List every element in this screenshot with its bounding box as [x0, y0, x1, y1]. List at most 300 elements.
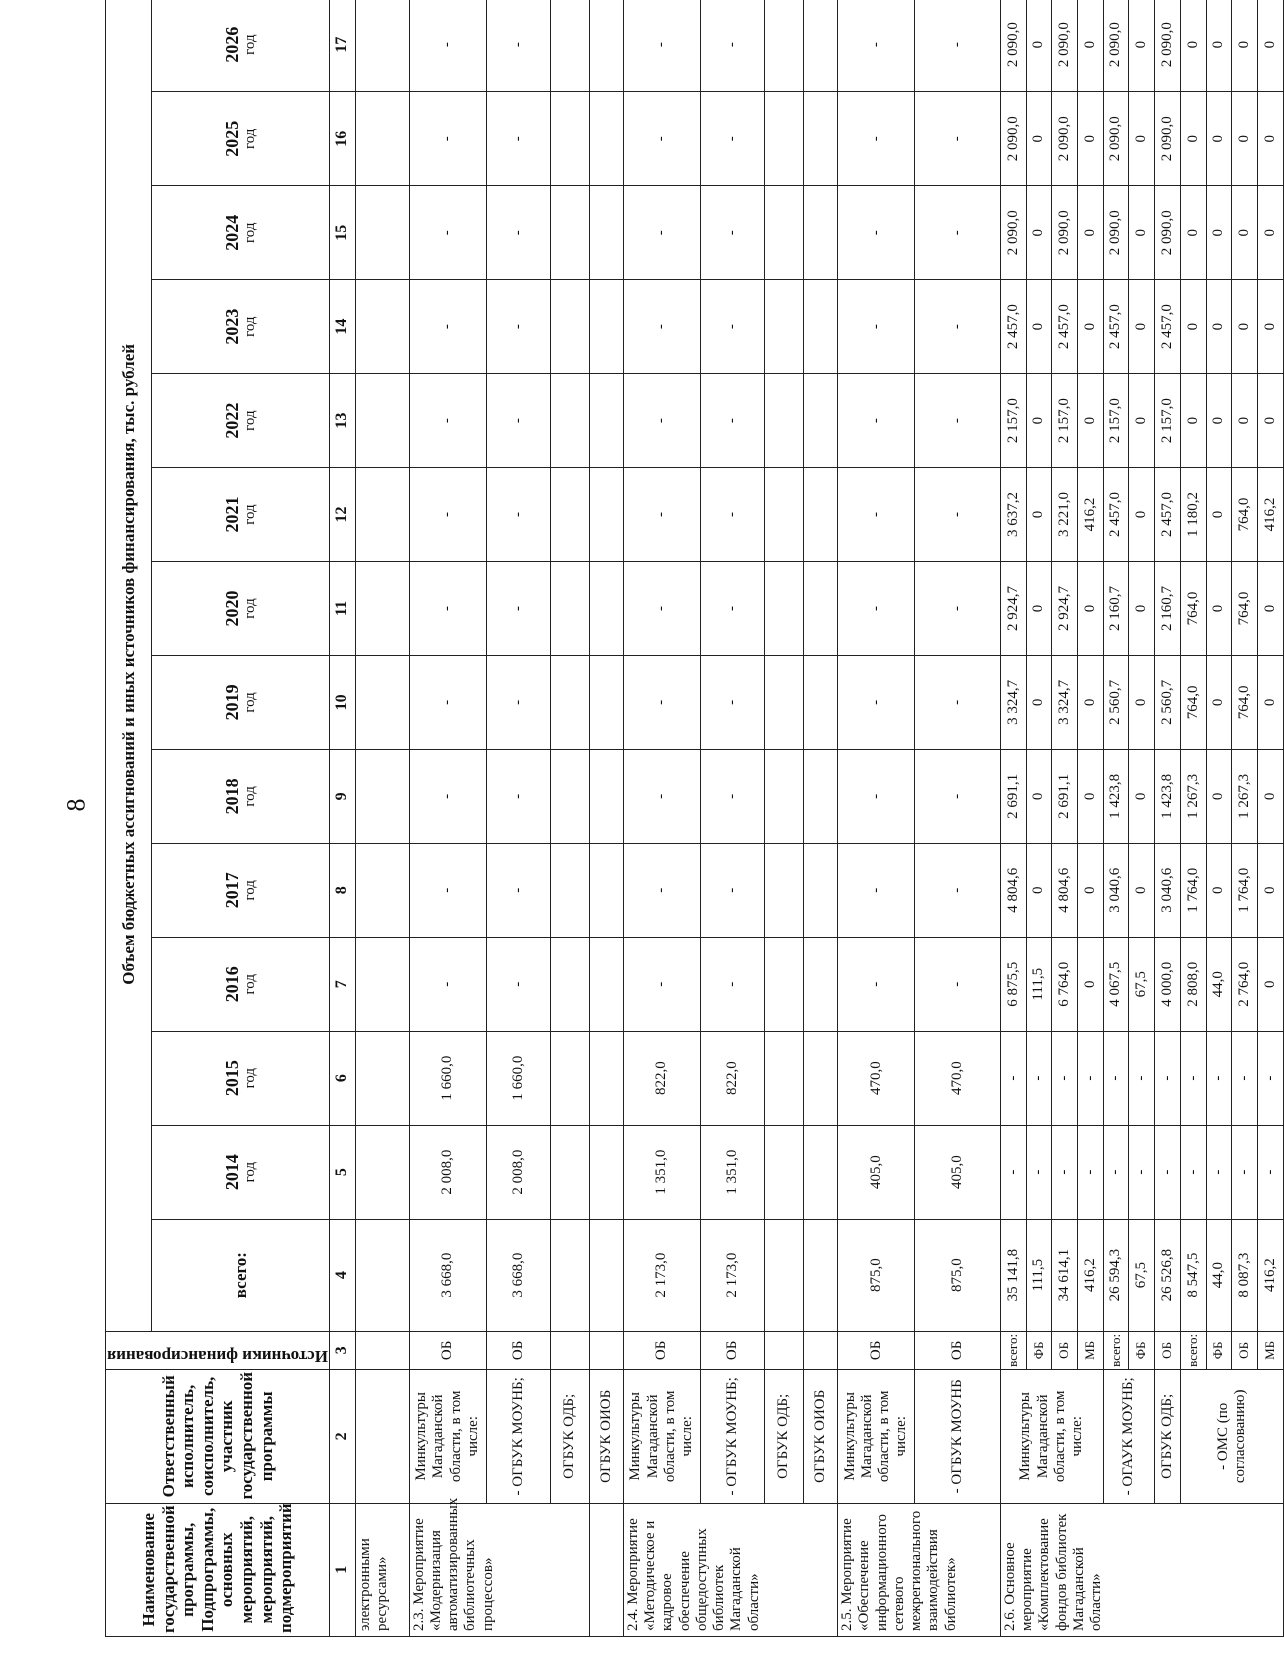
empty-cell: [355, 1331, 409, 1369]
value-cell: 0: [1078, 655, 1104, 749]
empty-cell: [803, 937, 837, 1031]
value-cell: 416,2: [1078, 468, 1104, 562]
value-cell: -: [838, 280, 915, 374]
value-cell: -: [486, 468, 550, 562]
column-number: 2: [329, 1370, 355, 1503]
value-cell: 764,0: [1232, 562, 1258, 656]
executor-cell: Минкультуры Магаданской области, в том числе:: [409, 1370, 486, 1503]
year-unit: год: [242, 128, 259, 150]
value-cell: -: [409, 374, 486, 468]
value-cell: -: [486, 749, 550, 843]
value-cell: 2 090,0: [1103, 92, 1129, 186]
value-cell: 2 457,0: [1155, 280, 1181, 374]
year-unit: год: [242, 222, 259, 243]
value-cell: 0: [1129, 92, 1155, 186]
empty-cell: [765, 1031, 804, 1125]
value-cell: -: [1000, 1125, 1026, 1219]
empty-cell: [589, 280, 623, 374]
value-cell: 2 764,0: [1232, 937, 1258, 1031]
table-row: [915, 0, 1001, 1637]
column-number: 11: [329, 562, 355, 656]
source-cell: ОБ: [915, 1331, 1001, 1369]
empty-cell: [589, 468, 623, 562]
empty-cell: [589, 374, 623, 468]
value-cell: 0: [1078, 937, 1104, 1031]
column-number: 17: [329, 0, 355, 92]
value-cell: 416,2: [1078, 1219, 1104, 1331]
empty-cell: [589, 562, 623, 656]
column-number: 15: [329, 186, 355, 280]
value-cell: 0: [1257, 280, 1283, 374]
column-number: 3: [329, 1331, 355, 1369]
value-cell: -: [623, 562, 700, 656]
year-unit: год: [242, 974, 259, 995]
source-cell: ОБ: [623, 1331, 700, 1369]
table-row: [1000, 0, 1026, 1637]
source-cell: ОБ: [700, 1331, 764, 1369]
value-cell: -: [486, 0, 550, 92]
empty-cell: [550, 749, 589, 843]
empty-cell: [589, 749, 623, 843]
executor-cell: - ОГБУК МОУНБ;: [486, 1370, 550, 1503]
value-cell: 2 160,7: [1103, 562, 1129, 656]
year-unit: год: [242, 1067, 259, 1089]
empty-cell: [589, 937, 623, 1031]
value-cell: -: [409, 92, 486, 186]
empty-cell: [355, 0, 409, 92]
empty-cell: [355, 937, 409, 1031]
value-cell: -: [1078, 1125, 1104, 1219]
value-cell: 2 560,7: [1155, 655, 1181, 749]
empty-cell: [765, 374, 804, 468]
source-cell: ФБ: [1129, 1331, 1155, 1369]
year-header: [152, 468, 330, 562]
value-cell: -: [700, 749, 764, 843]
value-cell: -: [1129, 1031, 1155, 1125]
empty-cell: [803, 0, 837, 92]
empty-cell: [765, 92, 804, 186]
executor-cell: ОГБУК ОДБ;: [1155, 1370, 1181, 1503]
value-cell: 0: [1257, 843, 1283, 937]
empty-cell: [765, 749, 804, 843]
source-cell: ОБ: [1155, 1331, 1181, 1369]
value-cell: -: [623, 937, 700, 1031]
source-cell: ФБ: [1026, 1331, 1052, 1369]
value-cell: -: [1129, 1125, 1155, 1219]
value-cell: -: [1052, 1125, 1078, 1219]
value-cell: 416,2: [1257, 468, 1283, 562]
value-cell: 0: [1180, 280, 1206, 374]
value-cell: -: [1257, 1031, 1283, 1125]
year-header: [152, 374, 330, 468]
table-row: [803, 0, 837, 1637]
page-number: 8: [61, 798, 91, 812]
source-cell: ФБ: [1206, 1331, 1232, 1369]
value-cell: 67,5: [1129, 1219, 1155, 1331]
value-cell: 0: [1129, 280, 1155, 374]
value-cell: -: [915, 843, 1001, 937]
value-cell: 875,0: [915, 1219, 1001, 1331]
value-cell: -: [915, 655, 1001, 749]
source-cell: ОБ: [1052, 1331, 1078, 1369]
empty-cell: [589, 843, 623, 937]
empty-cell: [803, 1219, 837, 1331]
year-value: 2020: [221, 590, 242, 627]
year-value: 2018: [221, 778, 242, 815]
value-cell: 2 457,0: [1103, 280, 1129, 374]
source-cell: ОБ: [409, 1331, 486, 1369]
value-cell: 2 691,1: [1052, 749, 1078, 843]
year-unit: год: [242, 598, 259, 619]
empty-cell: [589, 0, 623, 92]
value-cell: -: [700, 0, 764, 92]
value-cell: -: [700, 843, 764, 937]
value-cell: 2 457,0: [1052, 280, 1078, 374]
value-cell: -: [1232, 1125, 1258, 1219]
column-number: 9: [329, 749, 355, 843]
value-cell: 1 351,0: [700, 1125, 764, 1219]
value-cell: -: [1180, 1031, 1206, 1125]
value-cell: -: [838, 562, 915, 656]
value-cell: -: [838, 92, 915, 186]
value-cell: 67,5: [1129, 937, 1155, 1031]
value-cell: 2 808,0: [1180, 937, 1206, 1031]
value-cell: -: [623, 843, 700, 937]
value-cell: 405,0: [915, 1125, 1001, 1219]
value-cell: 1 267,3: [1232, 749, 1258, 843]
rotated-page: [105, 0, 1278, 1637]
value-cell: -: [700, 937, 764, 1031]
year-header: [152, 1031, 330, 1125]
value-cell: -: [623, 186, 700, 280]
value-cell: -: [409, 0, 486, 92]
value-cell: 2 457,0: [1155, 468, 1181, 562]
value-cell: 0: [1232, 280, 1258, 374]
column-number: 7: [329, 937, 355, 1031]
table-row: [700, 0, 764, 1637]
year-value: 2019: [221, 684, 242, 721]
empty-cell: [803, 280, 837, 374]
value-cell: 3 324,7: [1000, 655, 1026, 749]
value-cell: -: [1078, 1031, 1104, 1125]
value-cell: 34 614,1: [1052, 1219, 1078, 1331]
program-name-cell: 2.3. Мероприятие «Модернизация автоматизированных библиотечных процессов»: [409, 1503, 589, 1636]
value-cell: 0: [1180, 92, 1206, 186]
empty-cell: [550, 92, 589, 186]
year-unit: год: [242, 410, 259, 431]
source-cell: всего:: [1103, 1331, 1129, 1369]
value-cell: -: [486, 937, 550, 1031]
value-cell: 764,0: [1232, 468, 1258, 562]
value-cell: 3 221,0: [1052, 468, 1078, 562]
year-unit: год: [242, 504, 259, 525]
table-row: [765, 0, 804, 1637]
value-cell: 0: [1129, 0, 1155, 92]
column-number: 5: [329, 1125, 355, 1219]
value-cell: 0: [1026, 92, 1052, 186]
value-cell: 8 547,5: [1180, 1219, 1206, 1331]
source-cell: МБ: [1257, 1331, 1283, 1369]
value-cell: -: [623, 280, 700, 374]
empty-cell: [589, 1219, 623, 1331]
year-value: 2026: [221, 26, 242, 63]
value-cell: 822,0: [700, 1031, 764, 1125]
value-cell: -: [623, 468, 700, 562]
value-cell: 764,0: [1232, 655, 1258, 749]
value-cell: 1 764,0: [1180, 843, 1206, 937]
table-row: [1103, 0, 1129, 1637]
empty-cell: [803, 1331, 837, 1369]
value-cell: -: [409, 749, 486, 843]
value-cell: -: [409, 843, 486, 937]
value-cell: 0: [1180, 0, 1206, 92]
empty-cell: [550, 1331, 589, 1369]
year-unit: год: [242, 1161, 259, 1183]
year-header: [152, 280, 330, 374]
column-number: 8: [329, 843, 355, 937]
executor-cell: ОГБУК ОИОБ: [803, 1370, 837, 1503]
value-cell: -: [623, 749, 700, 843]
value-cell: 0: [1078, 562, 1104, 656]
table-row: [623, 0, 700, 1637]
empty-cell: [550, 1125, 589, 1219]
empty-cell: [765, 655, 804, 749]
value-cell: -: [1103, 1031, 1129, 1125]
year-unit: год: [242, 786, 259, 807]
value-cell: -: [409, 186, 486, 280]
value-cell: -: [623, 655, 700, 749]
empty-cell: [355, 92, 409, 186]
empty-cell: [765, 0, 804, 92]
table-row: [1155, 0, 1181, 1637]
empty-cell: [803, 843, 837, 937]
value-cell: 2 090,0: [1155, 92, 1181, 186]
empty-cell: [589, 186, 623, 280]
value-cell: 0: [1257, 655, 1283, 749]
empty-cell: [355, 1219, 409, 1331]
value-cell: 2 157,0: [1103, 374, 1129, 468]
value-cell: 0: [1129, 749, 1155, 843]
source-cell: ОБ: [1232, 1331, 1258, 1369]
value-cell: 6 875,5: [1000, 937, 1026, 1031]
source-header-text: Источники финансирования: [107, 1347, 328, 1367]
empty-cell: [765, 468, 804, 562]
empty-cell: [589, 655, 623, 749]
value-cell: 8 087,3: [1232, 1219, 1258, 1331]
value-cell: -: [486, 374, 550, 468]
value-cell: -: [838, 749, 915, 843]
value-cell: 2 090,0: [1052, 92, 1078, 186]
value-cell: 4 000,0: [1155, 937, 1181, 1031]
empty-cell: [550, 562, 589, 656]
value-cell: 875,0: [838, 1219, 915, 1331]
empty-cell: [550, 1031, 589, 1125]
value-cell: 1 660,0: [486, 1031, 550, 1125]
value-cell: 2 691,1: [1000, 749, 1026, 843]
table-row: [486, 0, 550, 1637]
value-cell: 44,0: [1206, 1219, 1232, 1331]
value-cell: 764,0: [1180, 562, 1206, 656]
value-cell: 3 668,0: [409, 1219, 486, 1331]
value-cell: -: [700, 374, 764, 468]
value-cell: 2 157,0: [1155, 374, 1181, 468]
value-cell: 3 637,2: [1000, 468, 1026, 562]
empty-cell: [355, 468, 409, 562]
empty-cell: [550, 937, 589, 1031]
year-value: 2017: [221, 872, 242, 909]
empty-cell: [589, 92, 623, 186]
column-number: 6: [329, 1031, 355, 1125]
executor-cell: Минкультуры Магаданской области, в том числе:: [1000, 1370, 1103, 1503]
value-cell: -: [700, 655, 764, 749]
executor-cell: ОГБУК ОДБ;: [765, 1370, 804, 1503]
value-cell: 0: [1206, 843, 1232, 937]
empty-cell: [803, 92, 837, 186]
empty-cell: [550, 186, 589, 280]
value-cell: -: [700, 186, 764, 280]
year-unit: год: [242, 880, 259, 901]
executor-cell: Минкультуры Магаданской области, в том числе:: [623, 1370, 700, 1503]
source-cell: всего:: [1000, 1331, 1026, 1369]
value-cell: 2 160,7: [1155, 562, 1181, 656]
empty-cell: [355, 655, 409, 749]
value-cell: 3 040,6: [1103, 843, 1129, 937]
year-header: [152, 937, 330, 1031]
source-cell: МБ: [1078, 1331, 1104, 1369]
value-cell: -: [486, 186, 550, 280]
value-cell: 822,0: [623, 1031, 700, 1125]
value-cell: 26 526,8: [1155, 1219, 1181, 1331]
value-cell: -: [1155, 1031, 1181, 1125]
empty-cell: [355, 374, 409, 468]
year-header: [152, 655, 330, 749]
value-cell: 111,5: [1026, 937, 1052, 1031]
value-cell: -: [700, 468, 764, 562]
value-cell: 2 173,0: [700, 1219, 764, 1331]
value-cell: 0: [1206, 749, 1232, 843]
value-cell: -: [915, 374, 1001, 468]
value-cell: -: [409, 562, 486, 656]
table-row: [409, 0, 486, 1637]
empty-cell: [355, 843, 409, 937]
empty-cell: [803, 562, 837, 656]
value-cell: 0: [1232, 186, 1258, 280]
year-header: [152, 1125, 330, 1219]
empty-cell: [355, 562, 409, 656]
value-cell: 4 804,6: [1000, 843, 1026, 937]
value-cell: 0: [1257, 937, 1283, 1031]
value-cell: 0: [1026, 468, 1052, 562]
value-cell: -: [1000, 1031, 1026, 1125]
value-cell: 0: [1257, 0, 1283, 92]
value-cell: 2 457,0: [1000, 280, 1026, 374]
value-cell: 0: [1026, 0, 1052, 92]
year-header: [152, 562, 330, 656]
value-cell: 2 008,0: [486, 1125, 550, 1219]
value-cell: -: [623, 92, 700, 186]
value-cell: -: [409, 937, 486, 1031]
empty-cell: [550, 468, 589, 562]
value-cell: 2 090,0: [1052, 186, 1078, 280]
value-cell: 2 173,0: [623, 1219, 700, 1331]
empty-cell: [355, 186, 409, 280]
program-name-cell: [589, 1503, 623, 1636]
value-cell: 2 090,0: [1103, 0, 1129, 92]
value-cell: 2 090,0: [1103, 186, 1129, 280]
value-cell: -: [486, 843, 550, 937]
executor-cell: - ОГБУК МОУНБ;: [700, 1370, 764, 1503]
value-cell: 2 560,7: [1103, 655, 1129, 749]
executor-cell: [355, 1370, 409, 1503]
value-cell: 764,0: [1180, 655, 1206, 749]
value-cell: -: [838, 374, 915, 468]
value-cell: 416,2: [1257, 1219, 1283, 1331]
value-cell: 0: [1257, 374, 1283, 468]
value-cell: -: [838, 468, 915, 562]
value-cell: -: [915, 280, 1001, 374]
value-cell: 1 660,0: [409, 1031, 486, 1125]
value-cell: -: [486, 92, 550, 186]
program-name-cell: 2.5. Мероприятие «Обеспечение информационного сетевого межрегионального взаимодействия библиотек»: [838, 1503, 1001, 1636]
year-value: 2015: [221, 1060, 242, 1097]
value-cell: -: [838, 843, 915, 937]
value-cell: 0: [1026, 186, 1052, 280]
value-cell: -: [838, 186, 915, 280]
table-row: [589, 0, 623, 1637]
value-cell: 0: [1026, 562, 1052, 656]
value-cell: 470,0: [838, 1031, 915, 1125]
value-cell: 2 924,7: [1052, 562, 1078, 656]
value-cell: 1 423,8: [1155, 749, 1181, 843]
value-cell: -: [915, 0, 1001, 92]
value-cell: -: [1026, 1125, 1052, 1219]
value-cell: 4 804,6: [1052, 843, 1078, 937]
value-cell: 0: [1129, 468, 1155, 562]
value-cell: 0: [1206, 655, 1232, 749]
empty-cell: [355, 1031, 409, 1125]
value-cell: -: [1180, 1125, 1206, 1219]
col-executor-header: Ответственный исполнитель, соисполнитель, участник государственной программы: [106, 1370, 330, 1503]
value-cell: 2 008,0: [409, 1125, 486, 1219]
value-cell: 35 141,8: [1000, 1219, 1026, 1331]
year-header: [152, 92, 330, 186]
value-cell: 1 351,0: [623, 1125, 700, 1219]
volume-group-header: Объем бюджетных ассигнований и иных источников финансирования, тыс. рублей: [106, 0, 152, 1331]
value-cell: 0: [1180, 186, 1206, 280]
value-cell: -: [409, 468, 486, 562]
value-cell: -: [915, 186, 1001, 280]
table-row: [1180, 0, 1206, 1637]
value-cell: -: [700, 92, 764, 186]
value-cell: 2 090,0: [1052, 0, 1078, 92]
total-header: всего:: [152, 1219, 330, 1331]
value-cell: -: [486, 655, 550, 749]
year-value: 2023: [221, 308, 242, 345]
value-cell: 1 180,2: [1180, 468, 1206, 562]
program-name-cell: 2.6. Основное мероприятие «Комплектование фондов библиотек Магаданской области»: [1000, 1503, 1283, 1636]
value-cell: -: [915, 749, 1001, 843]
empty-cell: [803, 468, 837, 562]
year-value: 2024: [221, 214, 242, 251]
value-cell: -: [915, 562, 1001, 656]
value-cell: -: [1026, 1031, 1052, 1125]
value-cell: -: [1206, 1125, 1232, 1219]
value-cell: 0: [1078, 280, 1104, 374]
year-value: 2025: [221, 120, 242, 157]
table-row: [355, 0, 409, 1637]
value-cell: 2 157,0: [1000, 374, 1026, 468]
year-header: [152, 843, 330, 937]
